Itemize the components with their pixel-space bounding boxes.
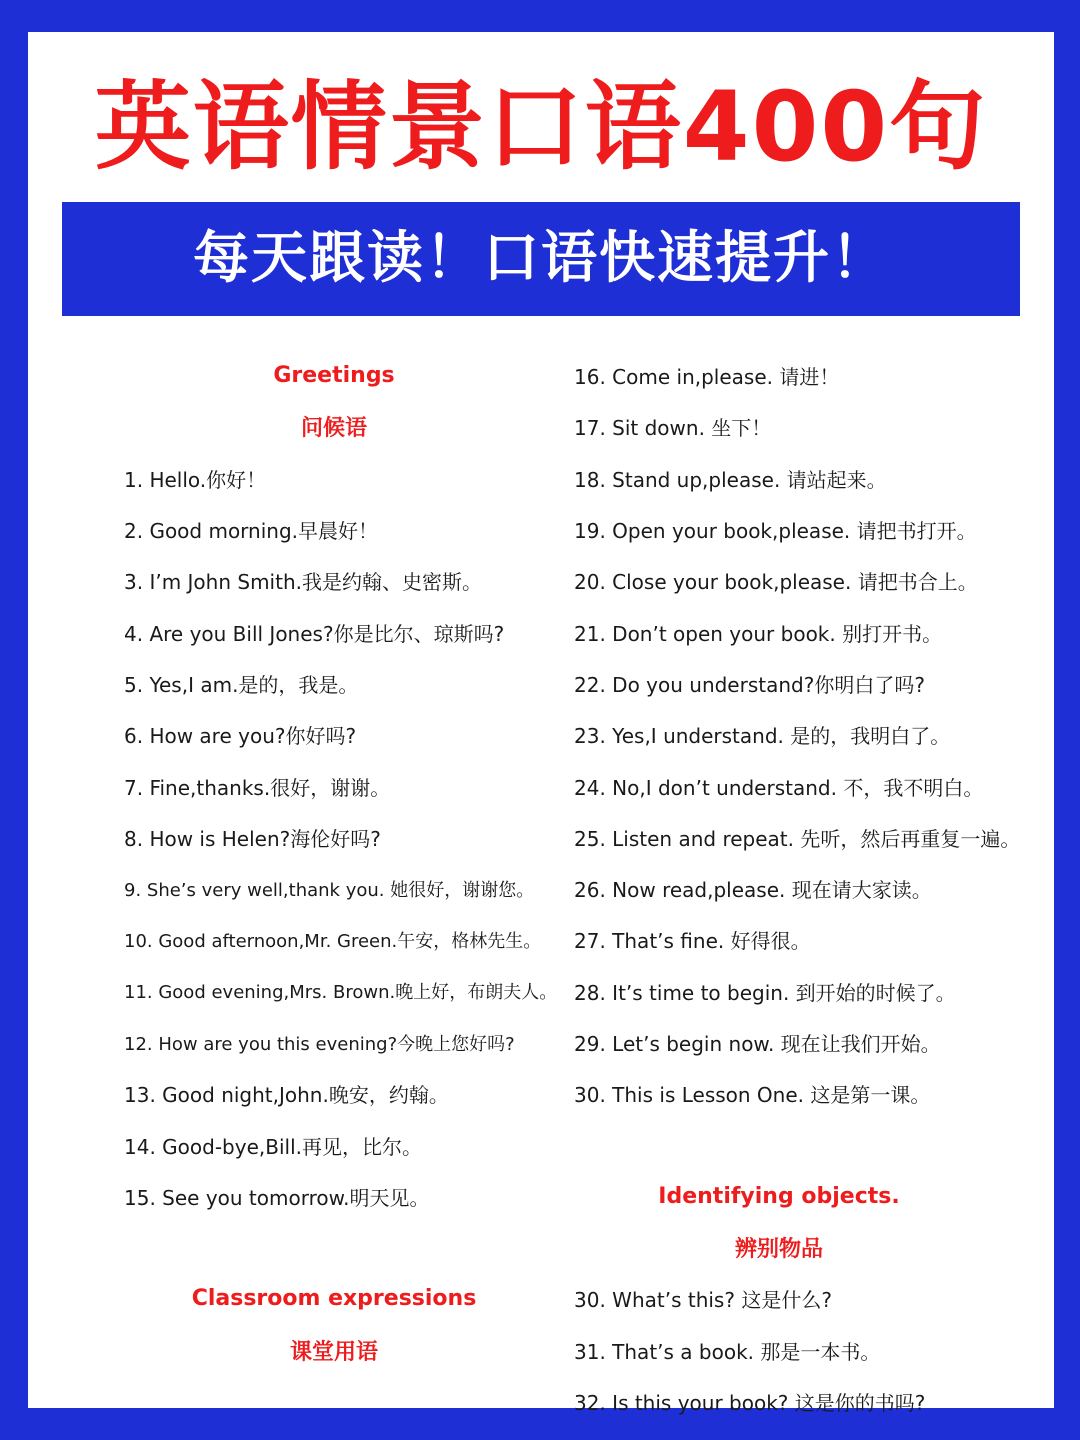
section-heading-identifying-en: Identifying objects. bbox=[658, 1183, 900, 1209]
list-item: 5. Yes,I am.是的，我是。 bbox=[124, 672, 359, 697]
spacer bbox=[574, 1119, 1024, 1170]
list-item: 28. It’s time to begin. 到开始的时候了。 bbox=[574, 980, 956, 1005]
section-heading-classroom-zh: 课堂用语 bbox=[289, 1339, 378, 1365]
list-item: 11. Good evening,Mrs. Brown.晚上好，布朗夫人。 bbox=[124, 982, 558, 1004]
list-item: 9. She’s very well,thank you. 她很好，谢谢您。 bbox=[124, 879, 535, 901]
list-item: 15. See you tomorrow.明天见。 bbox=[124, 1185, 430, 1210]
left-column bbox=[124, 350, 564, 1376]
list-item: 18. Stand up,please. 请站起来。 bbox=[574, 467, 887, 492]
section-heading-greetings-zh: 问候语 bbox=[300, 416, 367, 442]
page-title: 英语情景口语400句 bbox=[94, 71, 988, 183]
list-item: 30. This is Lesson One. 这是第一课。 bbox=[574, 1083, 931, 1108]
spacer bbox=[124, 1222, 564, 1273]
section-heading-classroom-en: Classroom expressions bbox=[191, 1286, 477, 1312]
list-item: 4. Are you Bill Jones?你是比尔、琼斯吗? bbox=[124, 621, 505, 646]
list-item: 23. Yes,I understand. 是的，我明白了。 bbox=[574, 724, 951, 749]
list-item: 24. No,I don’t understand. 不，我不明白。 bbox=[574, 775, 984, 800]
list-item: 30. What’s this? 这是什么? bbox=[574, 1288, 832, 1313]
list-item: 25. Listen and repeat. 先听，然后再重复一遍。 bbox=[574, 826, 1021, 851]
list-item: 19. Open your book,please. 请把书打开。 bbox=[574, 519, 977, 544]
list-item: 8. How is Helen?海伦好吗? bbox=[124, 826, 381, 851]
list-item: 14. Good-bye,Bill.再见，比尔。 bbox=[124, 1134, 422, 1159]
list-item: 10. Good afternoon,Mr. Green.午安，格林先生。 bbox=[124, 930, 542, 952]
list-item: 2. Good morning.早晨好！ bbox=[124, 519, 379, 544]
list-item: 16. Come in,please. 请进！ bbox=[574, 365, 840, 390]
page-sheet bbox=[28, 32, 1054, 1416]
section-heading-greetings-en: Greetings bbox=[273, 363, 395, 389]
list-item: 1. Hello.你好！ bbox=[124, 467, 267, 492]
list-item: 12. How are you this evening?今晚上您好吗? bbox=[124, 1033, 515, 1055]
list-item: 21. Don’t open your book. 别打开书。 bbox=[574, 621, 943, 646]
list-item: 13. Good night,John.晚安，约翰。 bbox=[124, 1083, 449, 1108]
right-column bbox=[574, 350, 1024, 1427]
list-item: 17. Sit down. 坐下！ bbox=[574, 416, 772, 441]
list-item: 27. That’s fine. 好得很。 bbox=[574, 929, 811, 954]
list-item: 7. Fine,thanks.很好，谢谢。 bbox=[124, 775, 391, 800]
list-item: 31. That’s a book. 那是一本书。 bbox=[574, 1339, 881, 1364]
list-item: 32. Is this your book? 这是你的书吗? bbox=[574, 1391, 926, 1416]
list-item: 22. Do you understand?你明白了吗? bbox=[574, 672, 925, 697]
subtitle-banner: 每天跟读！口语快速提升！ bbox=[62, 202, 1020, 316]
list-item: 29. Let’s begin now. 现在让我们开始。 bbox=[574, 1032, 941, 1056]
list-item: 6. How are you?你好吗? bbox=[124, 724, 357, 749]
list-item: 26. Now read,please. 现在请大家读。 bbox=[574, 878, 932, 903]
list-item: 20. Close your book,please. 请把书合上。 bbox=[574, 570, 978, 595]
list-item: 3. I’m John Smith.我是约翰、史密斯。 bbox=[124, 570, 482, 595]
section-heading-identifying-zh: 辨别物品 bbox=[734, 1237, 823, 1263]
